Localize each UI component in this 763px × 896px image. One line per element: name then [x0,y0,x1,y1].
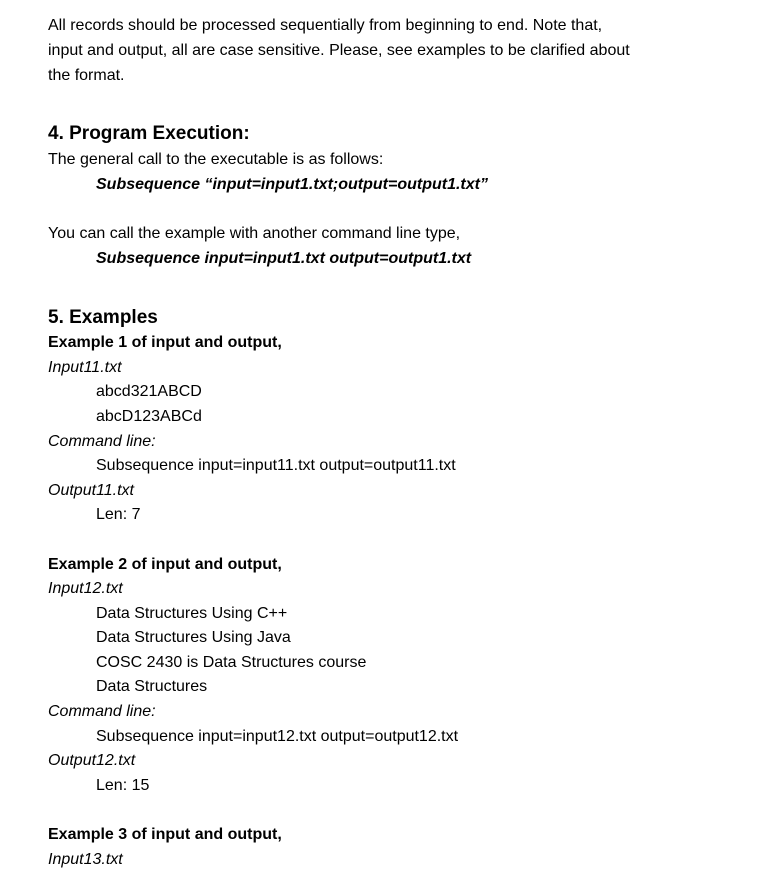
example-3-title: Example 3 of input and output, [48,826,282,843]
example-1-input-file: Input11.txt [48,359,122,376]
command-example-1: Subsequence “input=input1.txt;output=output1.txt” [96,176,488,193]
example-1-title: Example 1 of input and output, [48,334,282,351]
alt-call-text: You can call the example with another command line type, [48,225,461,242]
intro-line-3: the format. [48,67,125,84]
example-1-output-file: Output11.txt [48,482,134,499]
example-1-input-line: abcd321ABCD [96,383,202,400]
example-1-command: Subsequence input=input11.txt output=output11.txt [96,457,456,474]
intro-line-2: input and output, all are case sensitive. Please, see examples to be clarified about [48,42,630,59]
example-1-input-line: abcD123ABCd [96,408,202,425]
example-3-input-file: Input13.txt [48,851,123,868]
example-2-command: Subsequence input=input12.txt output=output12.txt [96,728,459,745]
example-2-input-line: COSC 2430 is Data Structures course [96,654,367,671]
example-2-input-line: Data Structures [96,678,208,695]
command-example-2: Subsequence input=input1.txt output=output1.txt [96,250,472,267]
intro-line-1: All records should be processed sequentially from beginning to end. Note that, [48,17,603,34]
example-2-input-line: Data Structures Using C++ [96,605,288,622]
example-2-input-file: Input12.txt [48,580,123,597]
example-2-output-value: Len: 15 [96,777,150,794]
example-2-title: Example 2 of input and output, [48,556,282,573]
example-2-output-file: Output12.txt [48,752,136,769]
section-4-heading: 4. Program Execution: [48,123,250,144]
example-2-command-label: Command line: [48,703,156,720]
example-1-output-value: Len: 7 [96,506,141,523]
example-2-input-line: Data Structures Using Java [96,629,291,646]
example-1-command-label: Command line: [48,433,156,450]
section-5-heading: 5. Examples [48,307,158,328]
general-call-text: The general call to the executable is as follows: [48,151,384,168]
